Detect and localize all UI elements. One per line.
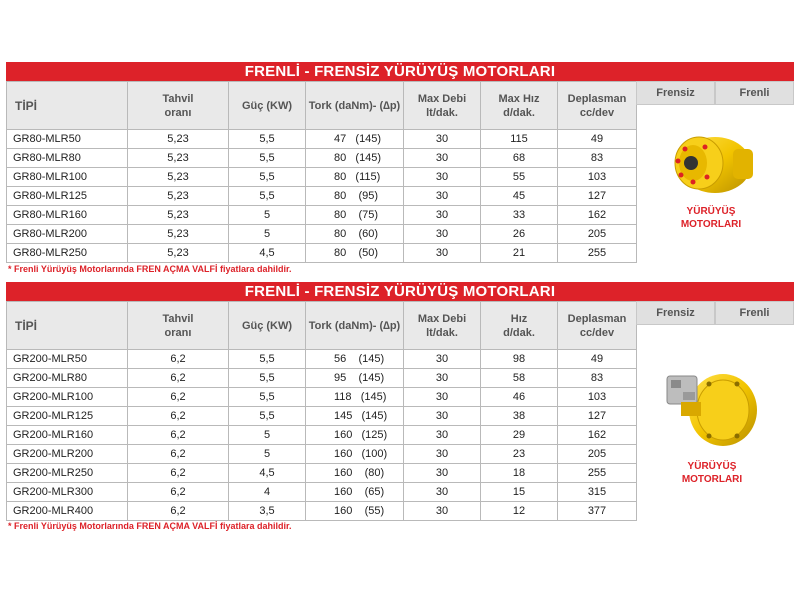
table-row bbox=[7, 130, 637, 149]
col-header-debi: Max Debi lt/dak. bbox=[404, 82, 481, 130]
cell-tork: 80 (75) bbox=[306, 206, 404, 225]
cell-tipi: GR200-MLR250 bbox=[7, 464, 128, 483]
col-header-tork: Tork (daNm)- (∆p) bbox=[306, 82, 404, 130]
cell-debi: 30 bbox=[404, 350, 481, 369]
cell-guc: 5 bbox=[229, 225, 306, 244]
cell-tipi: GR200-MLR80 bbox=[7, 369, 128, 388]
cell-tork: 160 (80) bbox=[306, 464, 404, 483]
cell-deplasman: 162 bbox=[558, 426, 637, 445]
col-header-tipi: TİPİ bbox=[7, 302, 128, 350]
table-row bbox=[7, 407, 637, 426]
cell-deplasman: 83 bbox=[558, 149, 637, 168]
cell-tork: 80 (60) bbox=[306, 225, 404, 244]
cell-hiz: 33 bbox=[481, 206, 558, 225]
cell-deplasman: 205 bbox=[558, 445, 637, 464]
cell-hiz: 115 bbox=[481, 130, 558, 149]
cell-tipi: GR80-MLR80 bbox=[7, 149, 128, 168]
col-header-tork: Tork (daNm)- (∆p) bbox=[306, 302, 404, 350]
brake-type-tabs bbox=[636, 81, 794, 105]
cell-deplasman: 103 bbox=[558, 168, 637, 187]
cell-tahvil: 6,2 bbox=[128, 388, 229, 407]
cell-tahvil: 5,23 bbox=[128, 130, 229, 149]
cell-hiz: 29 bbox=[481, 426, 558, 445]
cell-guc: 4,5 bbox=[229, 464, 306, 483]
col-header-tahvil: Tahvil oranı bbox=[128, 302, 229, 350]
cell-guc: 5,5 bbox=[229, 369, 306, 388]
cell-tipi: GR80-MLR160 bbox=[7, 206, 128, 225]
cell-guc: 5,5 bbox=[229, 350, 306, 369]
col-header-guc: Güç (KW) bbox=[229, 302, 306, 350]
motor-caption: YÜRÜYÜŞ MOTORLARI bbox=[680, 206, 742, 230]
travel-motor-image bbox=[663, 362, 761, 454]
cell-deplasman: 255 bbox=[558, 244, 637, 263]
section-title: FRENLİ - FRENSİZ YÜRÜYÜŞ MOTORLARI bbox=[6, 62, 794, 81]
table-row bbox=[7, 149, 637, 168]
cell-guc: 4 bbox=[229, 483, 306, 502]
cell-tork: 160 (100) bbox=[306, 445, 404, 464]
cell-tahvil: 5,23 bbox=[128, 244, 229, 263]
cell-hiz: 46 bbox=[481, 388, 558, 407]
cell-tahvil: 6,2 bbox=[128, 502, 229, 521]
cell-hiz: 45 bbox=[481, 187, 558, 206]
col-header-deplasman: Deplasman cc/dev bbox=[558, 302, 637, 350]
table-row bbox=[7, 168, 637, 187]
cell-tipi: GR80-MLR100 bbox=[7, 168, 128, 187]
cell-tork: 145 (145) bbox=[306, 407, 404, 426]
cell-deplasman: 205 bbox=[558, 225, 637, 244]
brake-type-tabs bbox=[636, 301, 794, 325]
cell-deplasman: 315 bbox=[558, 483, 637, 502]
cell-debi: 30 bbox=[404, 130, 481, 149]
cell-tahvil: 5,23 bbox=[128, 168, 229, 187]
cell-guc: 5,5 bbox=[229, 187, 306, 206]
table-row bbox=[7, 206, 637, 225]
cell-debi: 30 bbox=[404, 426, 481, 445]
cell-debi: 30 bbox=[404, 244, 481, 263]
table-row bbox=[7, 187, 637, 206]
cell-debi: 30 bbox=[404, 464, 481, 483]
cell-debi: 30 bbox=[404, 149, 481, 168]
col-header-tahvil: Tahvil oranı bbox=[128, 82, 229, 130]
cell-tipi: GR200-MLR200 bbox=[7, 445, 128, 464]
cell-hiz: 18 bbox=[481, 464, 558, 483]
cell-deplasman: 49 bbox=[558, 130, 637, 149]
cell-tork: 80 (50) bbox=[306, 244, 404, 263]
cell-guc: 5,5 bbox=[229, 168, 306, 187]
cell-tipi: GR200-MLR125 bbox=[7, 407, 128, 426]
table-row bbox=[7, 483, 637, 502]
cell-debi: 30 bbox=[404, 225, 481, 244]
cell-guc: 4,5 bbox=[229, 244, 306, 263]
col-header-guc: Güç (KW) bbox=[229, 82, 306, 130]
cell-tipi: GR80-MLR125 bbox=[7, 187, 128, 206]
cell-tork: 80 (145) bbox=[306, 149, 404, 168]
cell-debi: 30 bbox=[404, 483, 481, 502]
table-row bbox=[7, 426, 637, 445]
cell-tahvil: 5,23 bbox=[128, 206, 229, 225]
cell-tipi: GR200-MLR160 bbox=[7, 426, 128, 445]
cell-debi: 30 bbox=[404, 206, 481, 225]
spec-table bbox=[6, 301, 637, 521]
cell-debi: 30 bbox=[404, 388, 481, 407]
cell-tahvil: 6,2 bbox=[128, 369, 229, 388]
table-header-row bbox=[7, 82, 637, 130]
table-row bbox=[7, 388, 637, 407]
cell-tahvil: 6,2 bbox=[128, 464, 229, 483]
cell-tipi: GR200-MLR400 bbox=[7, 502, 128, 521]
table-row bbox=[7, 369, 637, 388]
cell-tahvil: 6,2 bbox=[128, 426, 229, 445]
cell-hiz: 55 bbox=[481, 168, 558, 187]
cell-deplasman: 127 bbox=[558, 187, 637, 206]
col-header-deplasman: Deplasman cc/dev bbox=[558, 82, 637, 130]
cell-deplasman: 255 bbox=[558, 464, 637, 483]
cell-deplasman: 49 bbox=[558, 350, 637, 369]
table-row bbox=[7, 445, 637, 464]
col-header-hiz: Max Hız d/dak. bbox=[481, 82, 558, 130]
col-header-hiz: Hız d/dak. bbox=[481, 302, 558, 350]
tab-frenli[interactable]: Frenli bbox=[715, 301, 794, 325]
cell-hiz: 68 bbox=[481, 149, 558, 168]
cell-tahvil: 6,2 bbox=[128, 445, 229, 464]
cell-debi: 30 bbox=[404, 407, 481, 426]
cell-tipi: GR80-MLR200 bbox=[7, 225, 128, 244]
spec-table bbox=[6, 81, 637, 263]
cell-hiz: 21 bbox=[481, 244, 558, 263]
brake-valve-note: * Frenli Yürüyüş Motorlarında FREN AÇMA VALFİ fiyatlara dahildir. bbox=[8, 521, 292, 531]
table-row bbox=[7, 244, 637, 263]
cell-tipi: GR80-MLR50 bbox=[7, 130, 128, 149]
cell-guc: 5 bbox=[229, 445, 306, 464]
motor-caption: YÜRÜYÜŞ MOTORLARI bbox=[681, 461, 743, 485]
cell-hiz: 15 bbox=[481, 483, 558, 502]
cell-deplasman: 83 bbox=[558, 369, 637, 388]
col-header-debi: Max Debi lt/dak. bbox=[404, 302, 481, 350]
cell-hiz: 38 bbox=[481, 407, 558, 426]
cell-debi: 30 bbox=[404, 187, 481, 206]
cell-guc: 5,5 bbox=[229, 149, 306, 168]
cell-guc: 5,5 bbox=[229, 130, 306, 149]
cell-tipi: GR200-MLR50 bbox=[7, 350, 128, 369]
cell-tork: 80 (95) bbox=[306, 187, 404, 206]
cell-deplasman: 127 bbox=[558, 407, 637, 426]
table-row bbox=[7, 225, 637, 244]
cell-tork: 160 (55) bbox=[306, 502, 404, 521]
cell-tork: 47 (145) bbox=[306, 130, 404, 149]
cell-debi: 30 bbox=[404, 369, 481, 388]
table-row bbox=[7, 464, 637, 483]
cell-tork: 160 (125) bbox=[306, 426, 404, 445]
tab-frenli[interactable]: Frenli bbox=[715, 81, 794, 105]
cell-tork: 160 (65) bbox=[306, 483, 404, 502]
cell-deplasman: 103 bbox=[558, 388, 637, 407]
cell-guc: 3,5 bbox=[229, 502, 306, 521]
table-header-row bbox=[7, 302, 637, 350]
cell-tahvil: 6,2 bbox=[128, 350, 229, 369]
col-header-tipi: TİPİ bbox=[7, 82, 128, 130]
cell-tipi: GR200-MLR300 bbox=[7, 483, 128, 502]
cell-tork: 56 (145) bbox=[306, 350, 404, 369]
cell-guc: 5 bbox=[229, 426, 306, 445]
cell-tahvil: 5,23 bbox=[128, 225, 229, 244]
tab-frensiz[interactable]: Frensiz bbox=[636, 81, 715, 105]
cell-tahvil: 5,23 bbox=[128, 149, 229, 168]
section-title: FRENLİ - FRENSİZ YÜRÜYÜŞ MOTORLARI bbox=[6, 282, 794, 301]
cell-hiz: 23 bbox=[481, 445, 558, 464]
cell-hiz: 26 bbox=[481, 225, 558, 244]
cell-tahvil: 5,23 bbox=[128, 187, 229, 206]
cell-hiz: 98 bbox=[481, 350, 558, 369]
table-row bbox=[7, 502, 637, 521]
cell-debi: 30 bbox=[404, 445, 481, 464]
travel-motor-image bbox=[663, 127, 761, 197]
cell-deplasman: 162 bbox=[558, 206, 637, 225]
cell-tork: 118 (145) bbox=[306, 388, 404, 407]
cell-hiz: 58 bbox=[481, 369, 558, 388]
table-row bbox=[7, 350, 637, 369]
cell-tork: 95 (145) bbox=[306, 369, 404, 388]
cell-guc: 5,5 bbox=[229, 388, 306, 407]
cell-debi: 30 bbox=[404, 168, 481, 187]
tab-frensiz[interactable]: Frensiz bbox=[636, 301, 715, 325]
cell-tork: 80 (115) bbox=[306, 168, 404, 187]
cell-tipi: GR200-MLR100 bbox=[7, 388, 128, 407]
brake-valve-note: * Frenli Yürüyüş Motorlarında FREN AÇMA VALFİ fiyatlara dahildir. bbox=[8, 264, 292, 274]
cell-tahvil: 6,2 bbox=[128, 483, 229, 502]
cell-guc: 5 bbox=[229, 206, 306, 225]
cell-tipi: GR80-MLR250 bbox=[7, 244, 128, 263]
cell-hiz: 12 bbox=[481, 502, 558, 521]
cell-debi: 30 bbox=[404, 502, 481, 521]
cell-guc: 5,5 bbox=[229, 407, 306, 426]
cell-deplasman: 377 bbox=[558, 502, 637, 521]
cell-tahvil: 6,2 bbox=[128, 407, 229, 426]
